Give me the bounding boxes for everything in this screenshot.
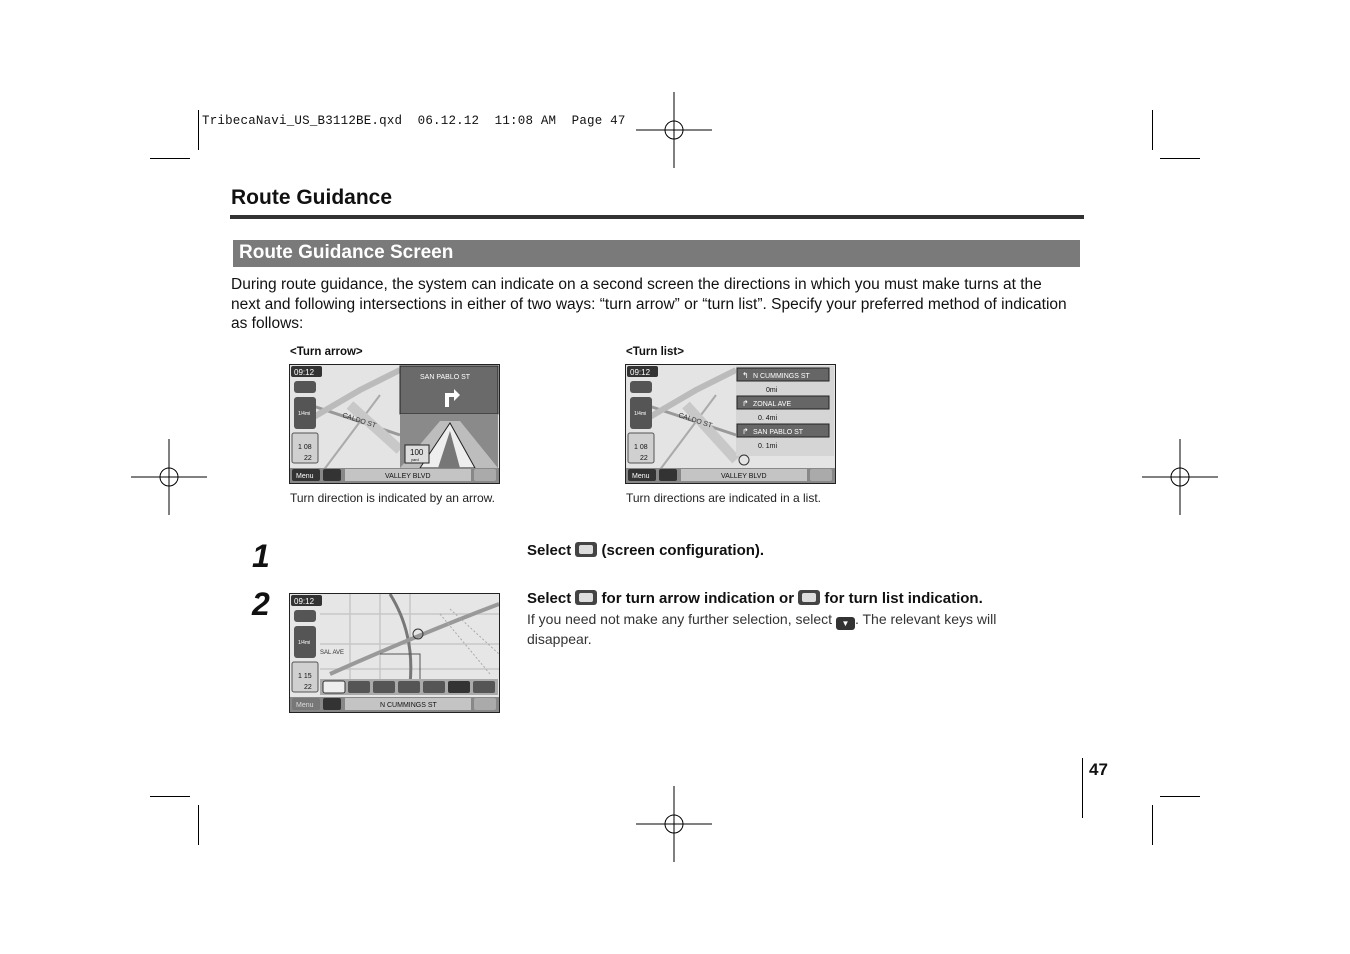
crop-mark bbox=[150, 158, 190, 159]
turn-list-heading: <Turn list> bbox=[626, 346, 684, 358]
clock-text: 09:12 bbox=[294, 597, 315, 606]
crop-mark bbox=[150, 796, 190, 797]
registration-mark-icon bbox=[636, 786, 712, 862]
crop-mark bbox=[1152, 805, 1153, 845]
step-number: 1 bbox=[252, 538, 270, 574]
turn-list-caption: Turn directions are indicated in a list. bbox=[626, 491, 821, 505]
subsection-title: Route Guidance Screen bbox=[239, 242, 454, 263]
turn-list-street: N CUMMINGS ST bbox=[753, 373, 810, 380]
crop-mark bbox=[1160, 796, 1200, 797]
step2-text-c: for turn list indication. bbox=[824, 590, 983, 607]
step2-text bbox=[527, 590, 983, 607]
registration-mark-icon bbox=[131, 439, 207, 515]
street-sign: SAN PABLO ST bbox=[420, 374, 471, 381]
print-slug: TribecaNavi_US_B3112BE.qxd 06.12.12 11:08 AM Page 47 bbox=[202, 114, 626, 128]
turn-list-street: SAN PABLO ST bbox=[753, 429, 804, 436]
eta-text: 1 15 bbox=[298, 673, 312, 680]
scale-text: 1/4mi bbox=[298, 640, 311, 646]
step1-text-before: Select bbox=[527, 542, 572, 559]
eta2-text: 22 bbox=[304, 455, 312, 462]
eta2-text: 22 bbox=[640, 455, 648, 462]
menu-label: Menu bbox=[632, 473, 650, 480]
road-label: CALDO ST bbox=[341, 412, 377, 430]
registration-mark-icon bbox=[636, 92, 712, 168]
turn-list-key-icon bbox=[798, 590, 820, 605]
menu-label: Menu bbox=[296, 473, 314, 480]
turn-list-screenshot bbox=[625, 364, 836, 484]
page-number: 47 bbox=[1089, 760, 1108, 779]
crop-mark bbox=[198, 110, 199, 150]
bottom-street: VALLEY BLVD bbox=[721, 473, 767, 480]
section-rule bbox=[230, 215, 1084, 219]
step2-sub-before: If you need not make any further selection, select bbox=[527, 611, 833, 627]
step1-text-after: (screen configuration). bbox=[601, 542, 765, 559]
registration-mark-icon bbox=[1142, 439, 1218, 515]
turn-arrow-heading: <Turn arrow> bbox=[290, 346, 363, 358]
eta-text: 1 08 bbox=[634, 444, 648, 451]
crop-mark bbox=[198, 805, 199, 845]
turn-list-distance: 0mi bbox=[766, 387, 778, 394]
turn-list-street: ZONAL AVE bbox=[753, 401, 792, 408]
turn-arrow-screenshot bbox=[289, 364, 500, 484]
step-number: 2 bbox=[252, 586, 270, 622]
step2-text-b: for turn arrow indication or bbox=[601, 590, 795, 607]
screen-config-key-icon bbox=[575, 542, 597, 557]
scale-text: 1/4mi bbox=[634, 411, 647, 417]
eta-text: 1 08 bbox=[298, 444, 312, 451]
turn-arrow-key-icon bbox=[575, 590, 597, 605]
intro-paragraph: During route guidance, the system can indicate on a second screen the directions in which you must make turns at the next and following intersections in either of two ways: “turn arrow” or “turn list”. Specify your preferred method of indication as follows: bbox=[231, 276, 1067, 332]
turn-list-distance: 0. 4mi bbox=[758, 415, 778, 422]
step2-subtext bbox=[527, 610, 1047, 648]
distance-unit: yard bbox=[411, 457, 419, 462]
bottom-street: VALLEY BLVD bbox=[385, 473, 431, 480]
road-label: CALDO ST bbox=[677, 412, 713, 430]
step1-text bbox=[527, 542, 764, 559]
bottom-street: N CUMMINGS ST bbox=[380, 702, 437, 709]
step2-sub-after: . The relevant keys will disappear. bbox=[527, 611, 997, 647]
step2-text-a: Select bbox=[527, 590, 572, 607]
road-label: SAL AVE bbox=[320, 650, 345, 656]
page-number-rule bbox=[1082, 758, 1083, 818]
distance-text: 100 bbox=[410, 448, 424, 457]
turn-list-distance: 0. 1mi bbox=[758, 443, 778, 450]
clock-text: 09:12 bbox=[630, 368, 651, 377]
down-arrow-key-icon: ▼ bbox=[836, 617, 855, 630]
eta2-text: 22 bbox=[304, 684, 312, 691]
crop-mark bbox=[1160, 158, 1200, 159]
crop-mark bbox=[1152, 110, 1153, 150]
svg-text:↰: ↰ bbox=[742, 371, 749, 380]
step2-screenshot bbox=[289, 593, 500, 713]
section-title: Route Guidance bbox=[231, 186, 393, 209]
menu-label: Menu bbox=[296, 702, 314, 709]
scale-text: 1/4mi bbox=[298, 411, 311, 417]
svg-text:↱: ↱ bbox=[742, 399, 749, 408]
clock-text: 09:12 bbox=[294, 368, 315, 377]
turn-arrow-caption: Turn direction is indicated by an arrow. bbox=[290, 491, 495, 505]
svg-text:↱: ↱ bbox=[742, 427, 749, 436]
